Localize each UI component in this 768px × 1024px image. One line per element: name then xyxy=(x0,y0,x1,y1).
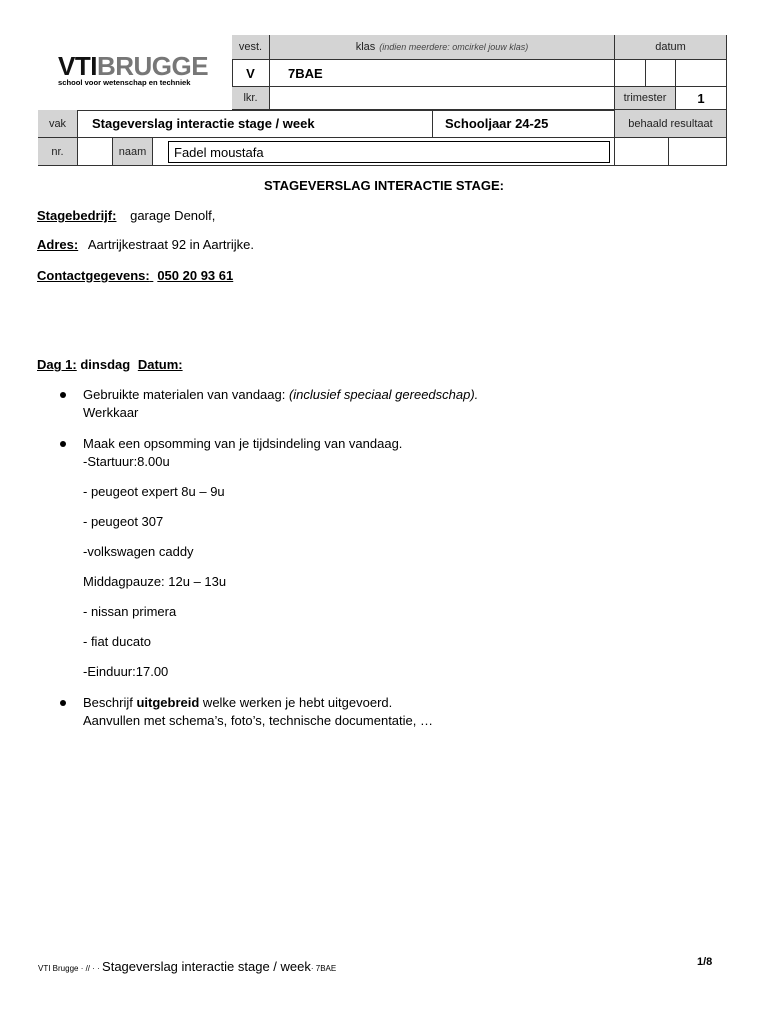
schedule-item: - fiat ducato xyxy=(83,634,151,649)
naam-field[interactable]: Fadel moustafa xyxy=(168,141,610,163)
schedule-item: - peugeot 307 xyxy=(83,514,164,529)
logo-wordmark: VTIBRUGGE xyxy=(58,51,209,81)
datum-cell-2[interactable] xyxy=(646,60,676,87)
klas-value[interactable]: 7BAE xyxy=(270,60,615,87)
nr-label: nr. xyxy=(38,138,78,166)
adres-label: Adres: xyxy=(37,237,79,252)
vest-value[interactable]: V xyxy=(232,60,270,87)
footer-class: · 7BAE xyxy=(310,964,337,973)
page-number: 1/8 xyxy=(697,956,713,968)
nr-value[interactable] xyxy=(78,138,113,166)
datum-label-body: Datum: xyxy=(137,357,183,372)
vest-label: vest. xyxy=(232,35,270,60)
contact-label: Contactgegevens: xyxy=(37,268,150,283)
schedule-item: - nissan primera xyxy=(83,604,177,619)
schedule-item: -volkswagen caddy xyxy=(83,544,194,559)
vak-value[interactable]: Stageverslag interactie stage / week xyxy=(78,110,433,138)
contact-value: 050 20 93 61 xyxy=(157,268,234,283)
klas-note: (indien meerdere: omcirkel jouw klas) xyxy=(379,42,529,52)
stagebedrijf-line xyxy=(37,208,215,223)
adres-line xyxy=(37,237,254,252)
trimester-label: trimester xyxy=(615,87,676,110)
document-title: STAGEVERSLAG INTERACTIE STAGE: xyxy=(263,178,505,193)
contact-line xyxy=(37,268,233,283)
logo-subtitle: school voor wetenschap en techniek xyxy=(58,78,191,87)
dag-label: Dag 1: xyxy=(37,357,77,372)
bullet-dot xyxy=(60,700,66,706)
lkr-value[interactable] xyxy=(270,87,615,110)
klas-label: klas xyxy=(355,41,376,53)
datum-cell-1[interactable] xyxy=(615,60,646,87)
works-question: Beschrijf uitgebreid welke werken je hebt uitgevoerd. xyxy=(83,695,393,710)
footer-left xyxy=(38,959,336,974)
adres-value: Aartrijkestraat 92 in Aartrijke. xyxy=(87,237,254,252)
schedule-item: - peugeot expert 8u – 9u xyxy=(83,484,225,499)
behaald-resultaat-label: behaald resultaat xyxy=(615,110,727,138)
schedule-item: -Einduur:17.00 xyxy=(83,664,169,679)
materials-note: (inclusief speciaal gereedschap). xyxy=(288,387,479,402)
vak-label: vak xyxy=(38,110,78,138)
footer-school: VTI Brugge · // · · xyxy=(38,964,100,973)
dag-value: dinsdag xyxy=(80,357,131,372)
naam-label: naam xyxy=(113,138,153,166)
resultaat-cell-1[interactable] xyxy=(615,138,669,166)
materials-question: Gebruikte materialen van vandaag: (inclusief speciaal gereedschap). xyxy=(83,387,479,402)
stagebedrijf-label: Stagebedrijf: xyxy=(37,208,117,223)
trimester-value[interactable]: 1 xyxy=(676,87,727,110)
schedule-item: -Startuur:8.00u xyxy=(83,454,170,469)
bullet-dot xyxy=(60,392,66,398)
datum-cell-3[interactable] xyxy=(676,60,727,87)
resultaat-cell-2[interactable] xyxy=(669,138,727,166)
schedule-question: Maak een opsomming van je tijdsindeling van vandaag. xyxy=(83,436,403,451)
dag-line xyxy=(37,357,183,372)
works-instructions: Aanvullen met schema’s, foto’s, technische documentatie, … xyxy=(83,713,433,728)
schedule-item: Middagpauze: 12u – 13u xyxy=(83,574,227,589)
school-logo xyxy=(58,52,228,87)
materials-answer: Werkkaar xyxy=(83,405,139,420)
footer-title: Stageverslag interactie stage / week xyxy=(102,959,311,974)
stagebedrijf-value: garage Denolf, xyxy=(130,208,216,223)
lkr-label: lkr. xyxy=(232,87,270,110)
schooljaar: Schooljaar 24-25 xyxy=(433,110,615,138)
klas-label-cell xyxy=(270,35,615,60)
works-emphasis: uitgebreid xyxy=(136,695,200,710)
datum-label: datum xyxy=(615,35,727,60)
bullet-dot xyxy=(60,441,66,447)
